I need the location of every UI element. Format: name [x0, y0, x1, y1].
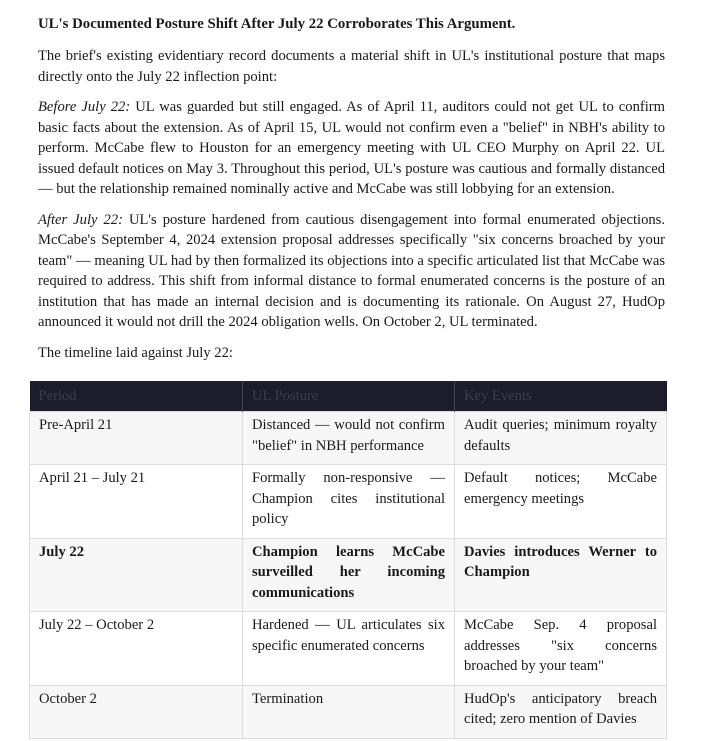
header-ul-posture: UL Posture [243, 381, 455, 412]
after-paragraph [38, 210, 665, 333]
cell-period: July 22 [30, 538, 243, 612]
intro-paragraph: The brief's existing evidentiary record documents a material shift in UL's institutional posture that maps directly onto the July 22 inflection point: [38, 48, 665, 85]
cell-posture: Champion learns McCabe surveilled her incoming communications [243, 538, 455, 612]
cell-period: Pre-April 21 [30, 412, 243, 465]
cell-events: Davies introduces Werner to Champion [455, 538, 667, 612]
after-label: After July 22: [38, 211, 123, 228]
timeline-intro: The timeline laid against July 22: [38, 344, 233, 361]
timeline-table [29, 381, 667, 739]
before-paragraph [38, 97, 665, 200]
table-header-row [30, 381, 667, 412]
cell-period: October 2 [30, 685, 243, 738]
table-row-highlight [30, 538, 667, 612]
header-period: Period [30, 381, 243, 412]
cell-events: McCabe Sep. 4 proposal addresses "six concerns broached by your team" [455, 612, 667, 686]
before-text: UL was guarded but still engaged. As of April 11, auditors could not get UL to confirm basic facts about the extension. As of April 15, UL would not confirm even a "belief" in NBH's ability to perform. McCabe flew to Houston for an emergency meeting with UL CEO Murphy on April 22. UL issued default notices on May 3. Throughout this period, UL's posture was cautious and formally distanced — but the relationship remained nominally active and McCabe was still lobbying for an extension. [38, 99, 665, 197]
cell-events: Default notices; McCabe emergency meetings [455, 465, 667, 539]
cell-posture: Formally non-responsive — Champion cites institutional policy [243, 465, 455, 539]
cell-posture: Hardened — UL articulates six specific enumerated concerns [243, 612, 455, 686]
section-heading: UL's Documented Posture Shift After July 22 Corroborates This Argument. [38, 16, 516, 32]
table-row [30, 465, 667, 539]
cell-period: July 22 – October 2 [30, 612, 243, 686]
cell-period: April 21 – July 21 [30, 465, 243, 539]
table-row [30, 685, 667, 738]
cell-events: Audit queries; minimum royalty defaults [455, 412, 667, 465]
cell-events: HudOp's anticipatory breach cited; zero mention of Davies [455, 685, 667, 738]
after-text: UL's posture hardened from cautious disengagement into formal enumerated objections. McCabe's September 4, 2024 extension proposal addresses specifically "six concerns broached by your team" — meaning UL had by then formalized its objections into a specific articulated list that McCabe was required to address. This shift from informal distance to formal enumerated concerns is the posture of an institution that has made an internal decision and is documenting its rationale. On August 27, HudOp announced it would not drill the 2024 obligation wells. On October 2, UL terminated. [38, 211, 665, 330]
cell-posture: Termination [243, 685, 455, 738]
table-row [30, 612, 667, 686]
cell-posture: Distanced — would not confirm "belief" in NBH performance [243, 412, 455, 465]
header-key-events: Key Events [455, 381, 667, 412]
table-row [30, 412, 667, 465]
before-label: Before July 22: [38, 99, 131, 115]
